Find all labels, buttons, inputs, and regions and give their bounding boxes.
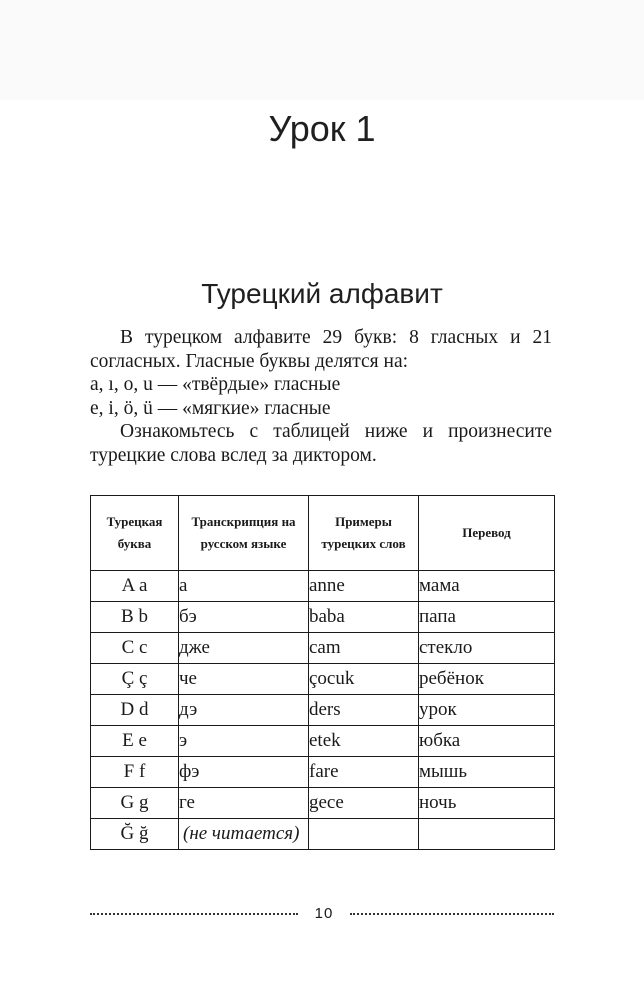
table-row (91, 726, 555, 757)
body-text (90, 326, 552, 467)
section-title: Турецкий алфавит (201, 278, 443, 309)
page-header-band (0, 0, 644, 100)
cell-transcription: дже (179, 633, 309, 664)
cell-letter: A a (91, 571, 179, 602)
cell-example: etek (309, 726, 419, 757)
table-row (91, 819, 555, 850)
cell-translation (419, 819, 555, 850)
cell-translation: ребёнок (419, 664, 555, 695)
cell-translation: юбка (419, 726, 555, 757)
cell-example: çocuk (309, 664, 419, 695)
table-row (91, 695, 555, 726)
cell-transcription: бэ (179, 602, 309, 633)
table-row (91, 664, 555, 695)
cell-letter: F f (91, 757, 179, 788)
cell-example: anne (309, 571, 419, 602)
cell-transcription: фэ (179, 757, 309, 788)
cell-example: cam (309, 633, 419, 664)
hard-vowels-line: a, ı, o, u — «твёрдые» гласные (90, 374, 341, 395)
table-row (91, 788, 555, 819)
header-translation: Перевод (419, 496, 555, 571)
header-examples: Примеры турецких слов (309, 496, 419, 571)
table-row (91, 757, 555, 788)
cell-letter: D d (91, 695, 179, 726)
footer-dotted-rule-left (90, 913, 298, 915)
table-row (91, 633, 555, 664)
cell-letter: G g (91, 788, 179, 819)
cell-transcription: ге (179, 788, 309, 819)
table-row (91, 571, 555, 602)
cell-translation: папа (419, 602, 555, 633)
cell-translation: мышь (419, 757, 555, 788)
alphabet-table (90, 495, 555, 850)
table-row (91, 602, 555, 633)
cell-transcription: (не читается) (179, 819, 309, 850)
cell-translation: ночь (419, 788, 555, 819)
footer-dotted-rule-right (350, 913, 554, 915)
header-letter: Турецкая буква (91, 496, 179, 571)
lesson-title: Урок 1 (268, 108, 376, 149)
cell-letter: B b (91, 602, 179, 633)
cell-translation: мама (419, 571, 555, 602)
cell-example: ders (309, 695, 419, 726)
soft-vowels-line: e, i, ö, ü — «мягкие» гласные (90, 397, 331, 419)
page-number: 10 (314, 905, 334, 922)
instruction-paragraph: Ознакомьтесь с таблицей ниже и произнесите турецкие слова вслед за диктором. (90, 421, 552, 466)
header-transcription: Транскрипция на русском языке (179, 496, 309, 571)
cell-transcription: а (179, 571, 309, 602)
cell-letter: E e (91, 726, 179, 757)
cell-example: baba (309, 602, 419, 633)
cell-transcription: э (179, 726, 309, 757)
cell-translation: урок (419, 695, 555, 726)
cell-transcription: дэ (179, 695, 309, 726)
cell-transcription: че (179, 664, 309, 695)
table-header-row (91, 496, 555, 571)
cell-example: gece (309, 788, 419, 819)
cell-example: fare (309, 757, 419, 788)
cell-letter: Ğ ğ (91, 819, 179, 850)
cell-letter: C c (91, 633, 179, 664)
cell-translation: стекло (419, 633, 555, 664)
intro-paragraph: В турецком алфавите 29 букв: 8 гласных и 21 согласных. Гласные буквы делятся на: (90, 327, 552, 372)
page-footer (90, 905, 554, 929)
cell-example (309, 819, 419, 850)
cell-letter: Ç ç (91, 664, 179, 695)
